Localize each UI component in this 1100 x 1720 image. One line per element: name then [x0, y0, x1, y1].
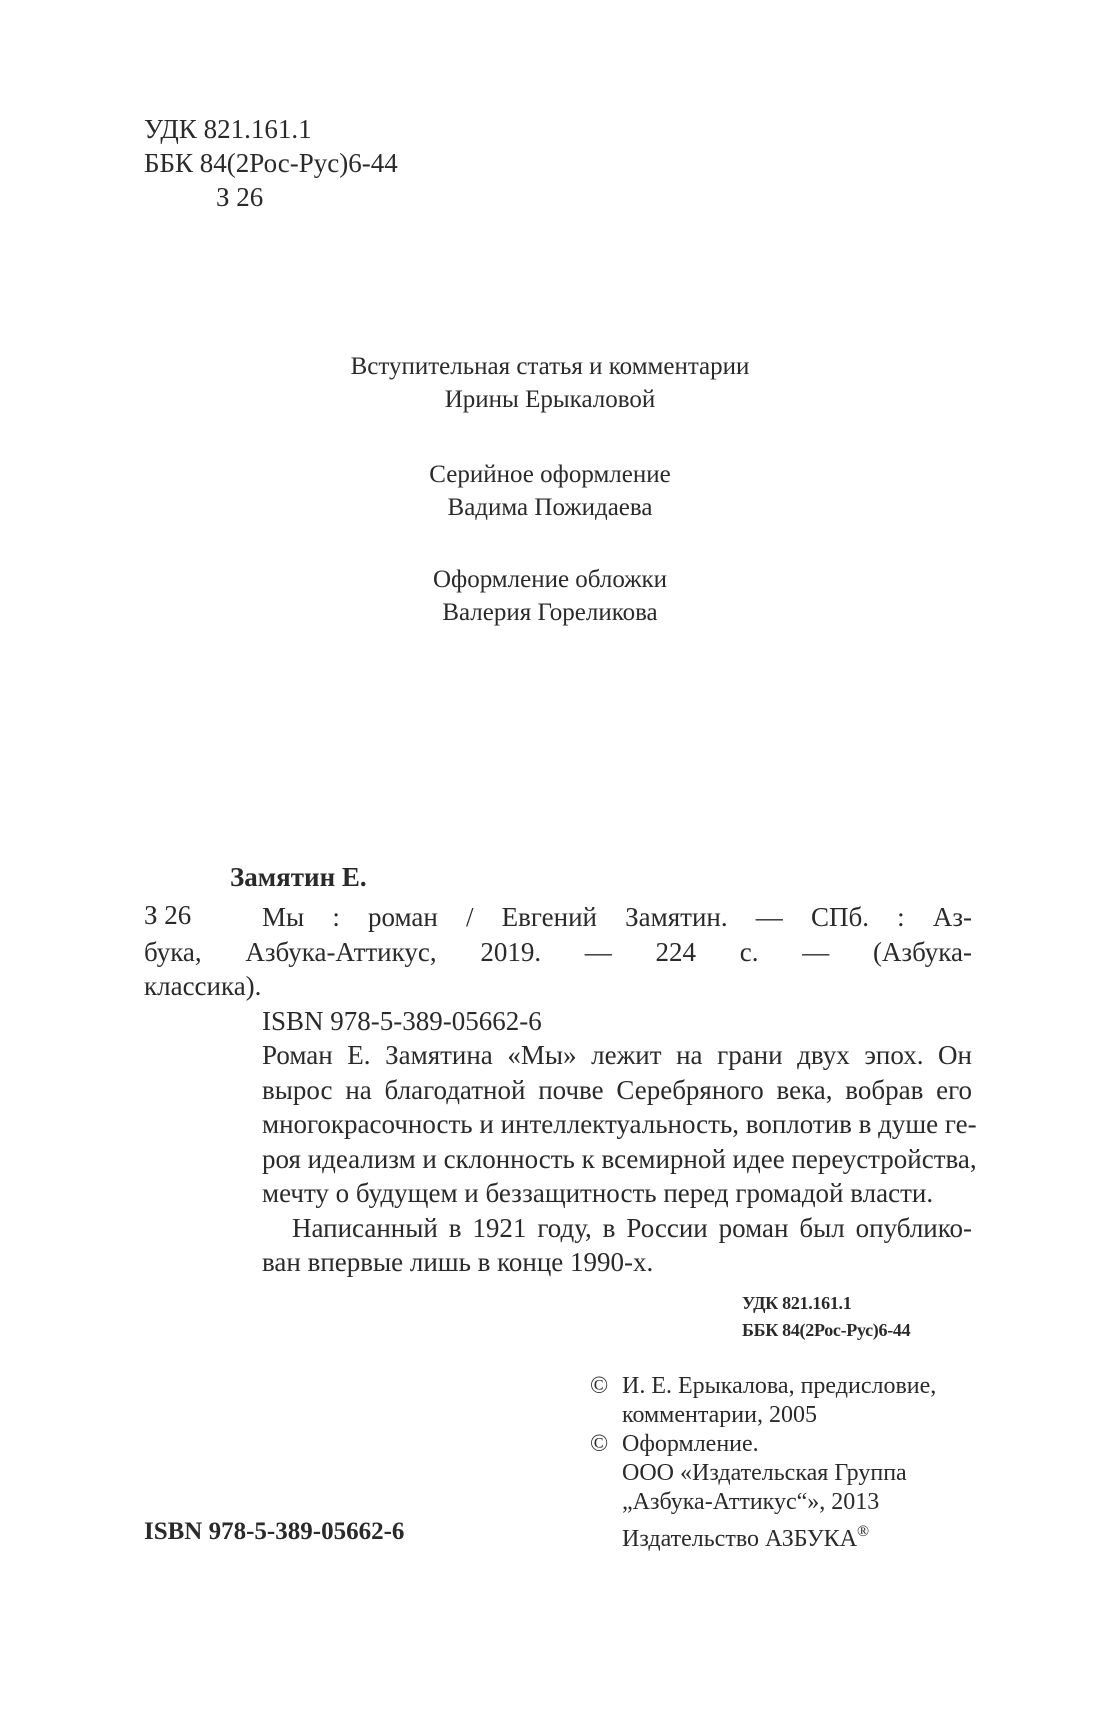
credit-introduction: [0, 350, 1100, 416]
catalog-author-mark: З 26: [144, 900, 192, 930]
registered-trademark-icon: ®: [857, 1523, 870, 1540]
annotation-paragraph-1: [144, 1038, 977, 1211]
copyright-icon: ©: [590, 1373, 609, 1399]
bibliographic-line: Мы : роман / Евгений Замятин. — СПб. : Аз-: [262, 902, 972, 932]
annotation-line: Написанный в 1921 году, в России роман был опублико-: [292, 1212, 972, 1243]
catalog-bbk: ББК 84(2Рос-Рус)6-44: [742, 1320, 911, 1340]
copyright-line: И. Е. Ерыкалова, предисловие,: [622, 1373, 937, 1399]
publisher-name: Издательство АЗБУКА: [622, 1526, 858, 1552]
annotation-paragraph-2: [144, 1211, 972, 1280]
isbn-bottom: ISBN 978-5-389-05662-6: [144, 1518, 405, 1545]
copyright-line: ООО «Издательская Группа: [622, 1460, 907, 1486]
credit-role: Вступительная статья и комментарии: [350, 353, 750, 380]
catalog-udk: УДК 821.161.1: [742, 1293, 852, 1313]
isbn-line: ISBN 978-5-389-05662-6: [262, 1005, 542, 1036]
classification-block: [144, 112, 398, 214]
credit-cover-design: [0, 563, 1100, 629]
annotation-line: вырос на благодатной почве Серебряного века, вобрав его: [262, 1074, 972, 1105]
annotation-line: ван впервые лишь в конце 1990-х.: [262, 1247, 654, 1277]
bibliographic-line: классика).: [144, 971, 262, 1001]
annotation-line: роя идеализм и склонность к всемирной идее переустройства,: [262, 1143, 977, 1174]
credit-role: Оформление обложки: [432, 566, 668, 593]
copyright-block: [590, 1372, 936, 1554]
annotation-line: мечту о будущем и беззащитность перед громадой власти.: [262, 1178, 934, 1208]
annotation-line: многокрасочность и интеллектуальность, воплотив в душе ге-: [262, 1109, 977, 1139]
copyright-line: „Азбука-Аттикус“», 2013: [622, 1489, 880, 1515]
bibliographic-line: бука, Азбука-Аттикус, 2019. — 224 с. — (Азбука-: [144, 936, 972, 967]
author-mark: З 26: [216, 182, 264, 212]
copyright-publisher: [622, 1517, 907, 1554]
credit-name: Вадима Пожидаева: [447, 494, 653, 521]
catalog-codes: [742, 1290, 910, 1344]
credit-name: Валерия Гореликова: [442, 599, 658, 626]
copyright-icon: ©: [590, 1431, 609, 1457]
bbk-code: ББК 84(2Рос-Рус)6-44: [144, 148, 398, 178]
bibliographic-description: [144, 900, 977, 1280]
catalog-author: Замятин Е.: [230, 862, 367, 892]
copyright-entry-editor: [590, 1372, 936, 1430]
credit-series-design: [0, 458, 1100, 524]
credit-name: Ирины Ерыкаловой: [444, 386, 656, 413]
copyright-line: Оформление.: [622, 1431, 759, 1457]
credit-role: Серийное оформление: [429, 461, 671, 488]
annotation-line: Роман Е. Замятина «Мы» лежит на грани двух эпох. Он: [262, 1040, 972, 1070]
copyright-line: комментарии, 2005: [622, 1402, 817, 1428]
copyright-entry-design: [590, 1430, 936, 1554]
udk-code: УДК 821.161.1: [144, 114, 312, 144]
